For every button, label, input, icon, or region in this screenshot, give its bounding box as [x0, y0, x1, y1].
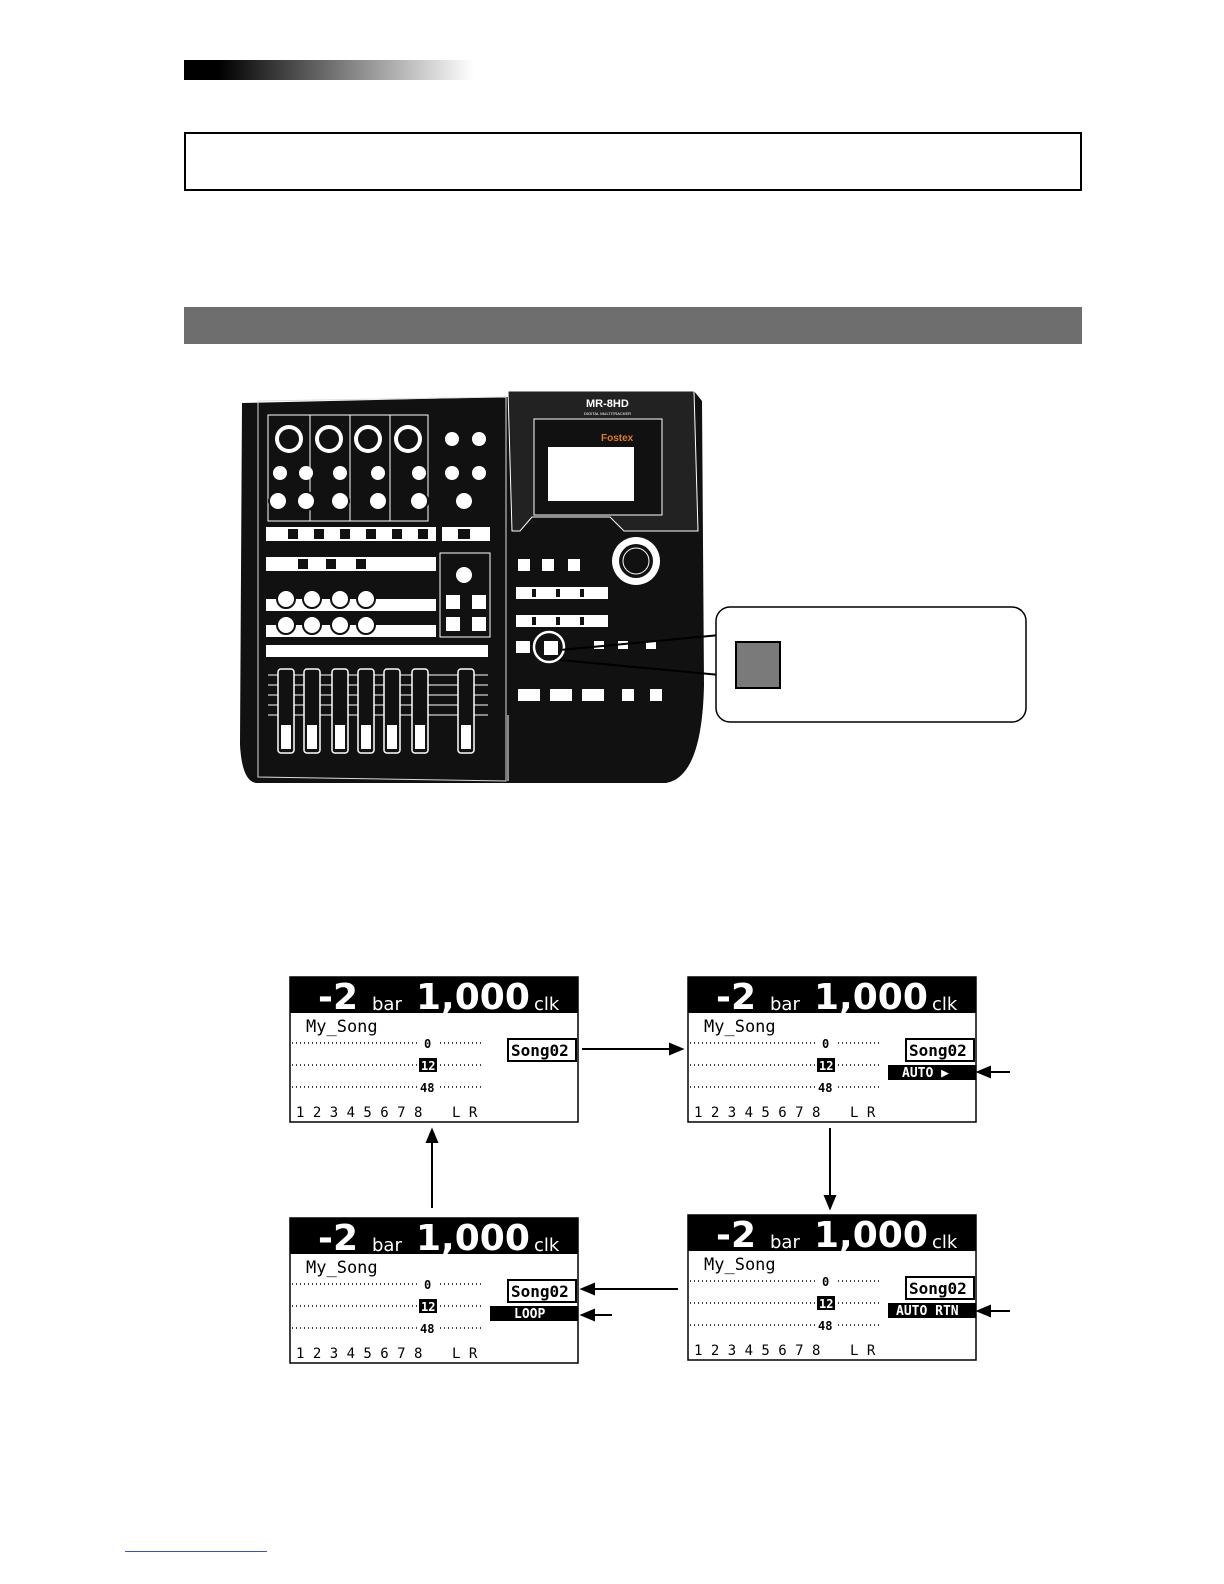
meter-mark-48: 48: [420, 1081, 435, 1095]
meter-mark-0: 0: [822, 1037, 830, 1051]
track-numbers: 1 2 3 4 5 6 7 8: [694, 1343, 821, 1359]
counter-clk: 1,000: [416, 977, 530, 1018]
lcd-screen-2: [688, 977, 976, 1122]
meter-mark-12: 12: [819, 1059, 834, 1073]
mode-indicator: LOOP: [514, 1307, 546, 1322]
counter-clk: 1,000: [416, 1218, 530, 1259]
footer-link-underline: [125, 1551, 267, 1552]
track-numbers: 1 2 3 4 5 6 7 8: [296, 1346, 423, 1362]
counter-clk: 1,000: [814, 977, 928, 1018]
song-number: Song02: [511, 1282, 569, 1301]
meter-mark-0: 0: [424, 1278, 432, 1292]
meter-mark-12: 12: [819, 1297, 834, 1311]
meter-mark-48: 48: [818, 1081, 833, 1095]
clk-unit: clk: [534, 1235, 560, 1256]
song-number: Song02: [909, 1279, 967, 1298]
song-name: My_Song: [306, 1017, 378, 1037]
lcd-screen-3: [290, 1218, 578, 1363]
counter-bar: -2: [318, 977, 358, 1018]
song-name: My_Song: [704, 1017, 776, 1037]
meter-mark-12: 12: [421, 1300, 436, 1314]
song-number: Song02: [909, 1041, 967, 1060]
lcd-screen-4: [688, 1215, 976, 1360]
song-name: My_Song: [306, 1258, 378, 1278]
lr-label: L R: [850, 1343, 876, 1359]
meter-mark-48: 48: [420, 1322, 435, 1336]
clk-unit: clk: [534, 994, 560, 1015]
bar-unit: bar: [770, 994, 800, 1015]
model-subtitle: DIGITAL MULTITRACKER: [584, 411, 632, 416]
mode-indicator: AUTO RTN: [896, 1304, 959, 1319]
bar-unit: bar: [372, 1235, 402, 1256]
lcd-screen-1: [290, 977, 578, 1122]
song-number: Song02: [511, 1041, 569, 1060]
mode-indicator: AUTO ▶: [902, 1066, 949, 1081]
clk-unit: clk: [932, 1232, 958, 1253]
meter-mark-48: 48: [818, 1319, 833, 1333]
model-logo: MR-8HD: [586, 398, 629, 410]
counter-bar: -2: [716, 977, 756, 1018]
bar-unit: bar: [372, 994, 402, 1015]
lr-label: L R: [850, 1105, 876, 1121]
lr-label: L R: [452, 1346, 478, 1362]
meter-mark-0: 0: [424, 1037, 432, 1051]
track-numbers: 1 2 3 4 5 6 7 8: [694, 1105, 821, 1121]
counter-clk: 1,000: [814, 1215, 928, 1256]
counter-bar: -2: [318, 1218, 358, 1259]
lr-label: L R: [452, 1105, 478, 1121]
bar-unit: bar: [770, 1232, 800, 1253]
song-name: My_Song: [704, 1255, 776, 1275]
brand-logo: Fostex: [601, 433, 634, 444]
meter-mark-12: 12: [421, 1059, 436, 1073]
counter-bar: -2: [716, 1215, 756, 1256]
clk-unit: clk: [932, 994, 958, 1015]
track-numbers: 1 2 3 4 5 6 7 8: [296, 1105, 423, 1121]
meter-mark-0: 0: [822, 1275, 830, 1289]
